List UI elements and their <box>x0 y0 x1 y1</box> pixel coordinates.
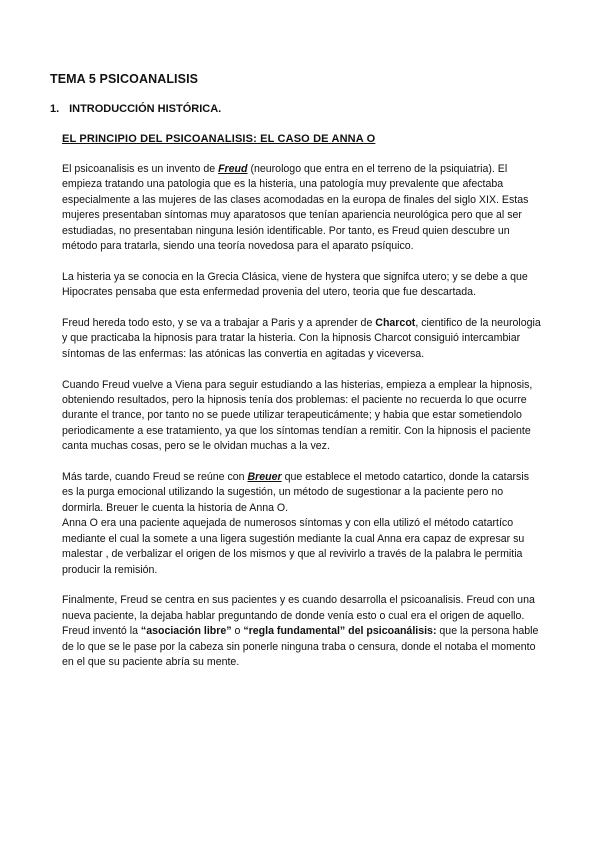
paragraph-1 <box>62 162 542 254</box>
paragraph-7-text-a: Finalmente, Freud se centra en sus pacientes y es cuando desarrolla el psicoanalisis. Freud con una nueva paciente, la dejaba hablar preguntando de donde venía esto o cual era el origen de aquello. Freud inventó la <box>62 594 535 638</box>
paragraph-6: Anna O era una paciente aquejada de numerosos síntomas y con ella utilizó el método catartíco mediante el cual la somete a una ligera sugestión mediante la cual Anna era capaz de expresar su malestar , de verbalizar el origen de los mismos y que al revivirlo a través de la palabra le permitia producir la remisión. <box>62 517 525 576</box>
body-text <box>62 162 542 686</box>
paragraph-7 <box>62 593 542 670</box>
paragraph-7-text-mid: o <box>231 625 244 638</box>
name-breuer: Breuer <box>247 471 282 484</box>
document-title: TEMA 5 PSICOANALISIS <box>50 72 199 86</box>
paragraph-5-text-b: que establece el metodo catartico, donde la catarsis es la purga emocional utilizando la sugestión, un método de sugestionar a la paciente pero no dormirla. Breuer le cuenta la historia de Anna O. <box>62 471 529 514</box>
paragraph-5-text-a: Más tarde, cuando Freud se reúne con <box>62 471 248 484</box>
paragraph-3-text-b: , cientifico de la neurologia y que practicaba la hipnosis para tratar la histeria. Con la hipnosis Charcot consiguió intercambiar síntomas de las enfermas: las atónicas las convertia en agitadas y viceversa. <box>62 317 541 360</box>
paragraph-1-text-a: El psicoanalisis es un invento de <box>62 163 219 175</box>
name-charcot: Charcot <box>375 317 416 330</box>
name-freud: Freud <box>218 163 248 175</box>
paragraph-1-text-b: (neurologo que entra en el terreno de la psiquiatria). El empieza tratando una patologia que es la histeria, una patología muy prevalente que afectaba especialmente a las mujeres de las clases acomodadas en la europa de finales del siglo XIX. Estas mujeres presentaban síntomas muy aparatosos que tenían apariencia neurológica pero que al ser estudiadas, no presentaban ninguna lesión identificable. Por tanto, es Freud quien descubre un método para tratarla, siendo una teoría novedosa para el aparato psíquico. <box>62 163 529 253</box>
paragraph-4: Cuando Freud vuelve a Viena para seguir estudiando a las histerias, empieza a emplear la hipnosis, obteniendo resultados, pero la hipnosis tenía dos problemas: el paciente no recuerda lo que ocurre durante el trance, por tanto no se puede utilizar terapeuticámente; y habia que estar sometiendolo periodicamente a ese tratamiento, ya que los síntomas tendían a remitir. Con la hipnosis el paciente canta muchas cosas, pero se le olvidan muchas a la vez. <box>62 378 533 453</box>
term-regla-fundamental: “regla fundamental” del psicoanálisis: <box>243 625 437 638</box>
paragraph-3-text-a: Freud hereda todo esto, y se va a trabajar a Paris y a aprender de <box>62 317 376 330</box>
paragraph-2: La histeria ya se conocia en la Grecia Clásica, viene de hystera que signifca utero; y se debe a que Hipocrates pensaba que esta enfermedad provenia del utero, teoria que fue descartada. <box>62 270 528 299</box>
section-number: 1. <box>50 103 60 115</box>
paragraph-5 <box>62 470 542 516</box>
subheading: EL PRINCIPIO DEL PSICOANALISIS: EL CASO DE ANNA O <box>62 133 376 145</box>
term-asociacion-libre: “asociación libre” <box>140 625 232 638</box>
section-label: INTRODUCCIÓN HISTÓRICA. <box>69 103 222 115</box>
paragraph-3 <box>62 316 542 362</box>
section-heading <box>50 103 221 115</box>
paragraph-7-text-b: que la persona hable de lo que se le pase por la cabeza sin ponerle ninguna traba o censura, donde el notaba el momento en el que su paciente abría su mente. <box>62 625 539 668</box>
